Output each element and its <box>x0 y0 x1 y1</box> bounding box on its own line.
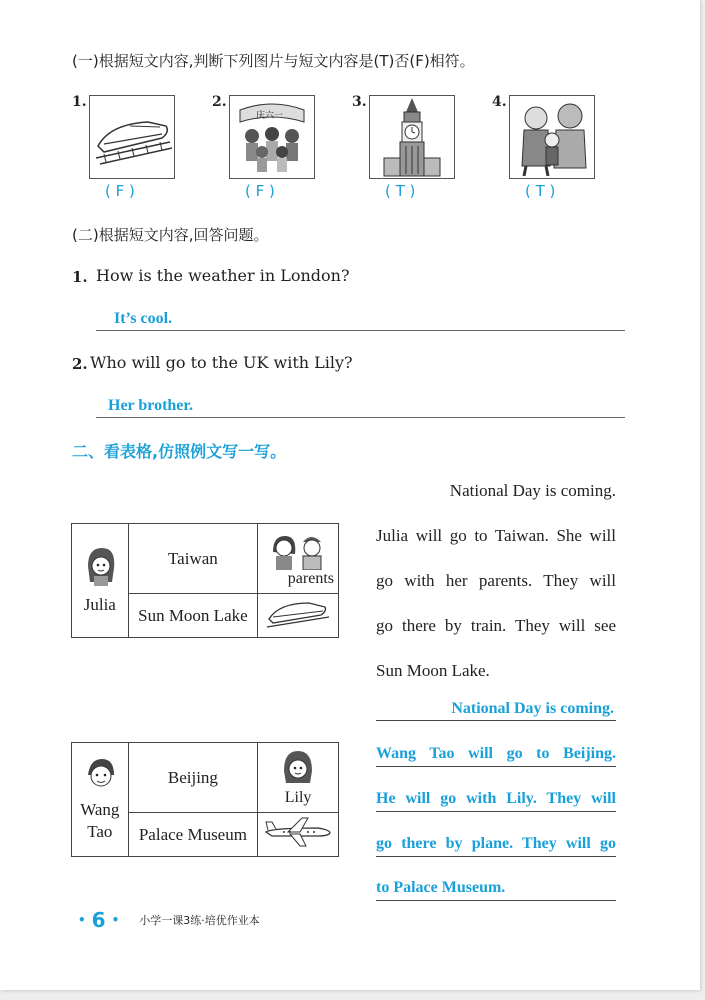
table-wangtao <box>71 742 339 857</box>
banner-text: 庆六一 <box>256 111 284 121</box>
question2-text: Who will go to the UK with Lily? <box>90 353 353 372</box>
cell-person <box>72 743 129 857</box>
item1-picture <box>89 95 175 179</box>
question1-number: 1. <box>72 268 88 286</box>
answer1-text: It’s cool. <box>114 310 173 327</box>
example-line: go with her parents. They will <box>376 571 616 590</box>
person-name-line1: Wang <box>80 799 120 819</box>
cell-companion <box>258 524 339 594</box>
item4-number: 4. <box>492 94 507 110</box>
train-icon <box>263 595 333 631</box>
item1-answer: ( F ) <box>105 182 135 200</box>
question2-number: 2. <box>72 355 88 373</box>
section1-instruction: (一)根据短文内容,判断下列图片与短文内容是(T)否(F)相符。 <box>72 52 475 70</box>
item3-number: 3. <box>352 94 367 110</box>
person-name-line2: Tao <box>87 821 113 841</box>
example-passage <box>376 468 616 693</box>
page-footer <box>78 908 260 932</box>
example-line: Julia will go to Taiwan. She will <box>376 526 616 545</box>
example-line: National Day is coming. <box>449 481 616 500</box>
item2-number: 2. <box>212 94 227 110</box>
plane-icon <box>262 814 334 850</box>
cell-place: Taiwan <box>128 524 258 594</box>
example-line: Sun Moon Lake. <box>376 661 490 680</box>
answer-line: Wang Tao will go to Beijing. <box>376 745 616 762</box>
item3-answer: ( T ) <box>385 182 416 200</box>
item4-picture <box>509 95 595 179</box>
big-ben-icon <box>370 96 454 178</box>
answer-line: National Day is coming. <box>451 700 614 717</box>
crowd-icon <box>230 96 314 178</box>
section2-instruction: (二)根据短文内容,回答问题。 <box>72 226 269 244</box>
answer2-text: Her brother. <box>108 397 194 414</box>
cell-transport <box>258 813 339 857</box>
girl-avatar-icon <box>278 749 318 789</box>
answer-line: to Palace Museum. <box>376 879 506 896</box>
question1-text: How is the weather in London? <box>96 266 350 285</box>
parents-icon <box>263 530 333 570</box>
girl-avatar-icon <box>82 546 118 586</box>
train-icon <box>90 96 174 178</box>
item3-picture <box>369 95 455 179</box>
book-title: 小学一课3练·培优作业本 <box>139 914 260 927</box>
example-line: go there by train. They will see <box>376 616 616 635</box>
cell-sight: Palace Museum <box>128 813 258 857</box>
part2-heading: 二、看表格,仿照例文写一写。 <box>72 442 287 461</box>
answer1-line <box>96 308 625 331</box>
item2-picture <box>229 95 315 179</box>
boy-avatar-icon <box>82 757 118 793</box>
companion-label: parents <box>287 569 334 587</box>
grandparents-icon <box>510 96 594 178</box>
item4-answer: ( T ) <box>525 182 556 200</box>
item1-number: 1. <box>72 94 87 110</box>
cell-companion <box>258 743 339 813</box>
cell-sight: Sun Moon Lake <box>128 594 258 638</box>
table-julia <box>71 523 339 638</box>
cell-place: Beijing <box>128 743 258 813</box>
answer-line: He will go with Lily. They will <box>376 790 616 807</box>
answer-line: go there by plane. They will go <box>376 835 616 852</box>
cell-transport <box>258 594 339 638</box>
footer-dot-icon: • <box>78 913 86 927</box>
person-name: Julia <box>83 595 116 614</box>
item2-answer: ( F ) <box>245 182 275 200</box>
page-number: 6 <box>91 908 106 932</box>
footer-dot-icon: • <box>111 913 120 927</box>
companion-label: Lily <box>284 788 312 806</box>
cell-person <box>72 524 129 638</box>
